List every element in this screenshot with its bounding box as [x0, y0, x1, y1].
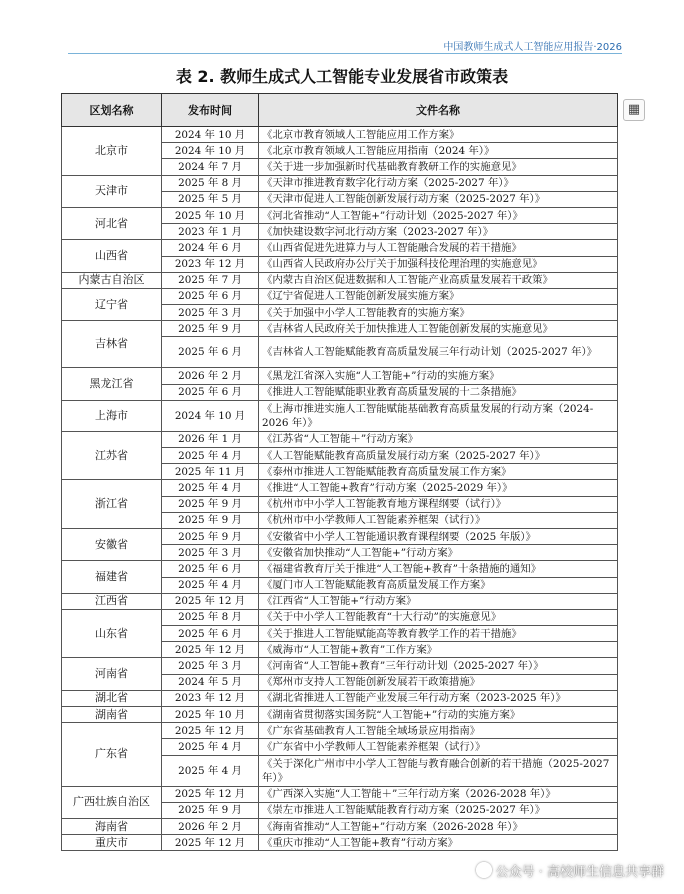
- table-row: [62, 707, 618, 723]
- region-cell: 北京市: [62, 127, 162, 176]
- table-body: [62, 127, 618, 851]
- date-cell: 2025 年 6 月: [162, 626, 259, 642]
- table-row: [62, 288, 618, 304]
- table-row: [62, 690, 618, 706]
- running-title: 中国教师生成式人工智能应用报告·2026: [443, 42, 622, 53]
- date-cell: 2025 年 12 月: [162, 642, 259, 658]
- region-cell: 内蒙古自治区: [62, 272, 162, 288]
- region-cell: 浙江省: [62, 480, 162, 529]
- region-cell: 湖北省: [62, 690, 162, 706]
- date-cell: 2025 年 12 月: [162, 786, 259, 802]
- document-cell: 《北京市教育领域人工智能应用工作方案》: [259, 127, 618, 143]
- table-row: [62, 431, 618, 447]
- table-row: [62, 400, 618, 431]
- date-cell: 2025 年 12 月: [162, 593, 259, 609]
- document-cell: 《上海市推进实施人工智能赋能基础教育高质量发展的行动方案（2024-2026 年）》: [259, 400, 618, 431]
- document-cell: 《安徽省加快推动“人工智能+”行动方案》: [259, 545, 618, 561]
- date-cell: 2024 年 10 月: [162, 143, 259, 159]
- document-cell: 《福建省教育厅关于推进“人工智能+教育”十条措施的通知》: [259, 561, 618, 577]
- date-cell: 2025 年 3 月: [162, 545, 259, 561]
- region-cell: 重庆市: [62, 835, 162, 851]
- region-cell: 天津市: [62, 175, 162, 207]
- table-row: [62, 609, 618, 625]
- document-cell: 《关于进一步加强新时代基础教育教研工作的实施意见》: [259, 159, 618, 175]
- date-cell: 2025 年 9 月: [162, 802, 259, 818]
- table-view-icon[interactable]: ▦: [623, 99, 645, 121]
- document-cell: 《关于中小学人工智能教育“十大行动”的实施意见》: [259, 609, 618, 625]
- column-header-region: 区划名称: [62, 94, 162, 127]
- header-divider: [68, 53, 622, 54]
- table-row: [62, 175, 618, 191]
- date-cell: 2025 年 6 月: [162, 561, 259, 577]
- document-cell: 《内蒙古自治区促进数据和人工智能产业高质量发展若干政策》: [259, 272, 618, 288]
- table-row: [62, 835, 618, 851]
- date-cell: 2025 年 8 月: [162, 175, 259, 191]
- date-cell: 2025 年 9 月: [162, 321, 259, 337]
- document-cell: 《威海市“人工智能+教育”工作方案》: [259, 642, 618, 658]
- date-cell: 2026 年 2 月: [162, 368, 259, 384]
- region-cell: 湖南省: [62, 707, 162, 723]
- document-cell: 《加快建设数字河北行动方案（2023-2027 年）》: [259, 224, 618, 240]
- table-row: [62, 480, 618, 496]
- document-cell: 《天津市推进教育数字化行动方案（2025-2027 年）》: [259, 175, 618, 191]
- column-header-date: 发布时间: [162, 94, 259, 127]
- watermark: [476, 861, 664, 880]
- document-cell: 《关于深化广州市中小学人工智能与教育融合创新的若干措施（2025-2027 年）》: [259, 755, 618, 786]
- document-cell: 《关于推进人工智能赋能高等教育教学工作的若干措施》: [259, 626, 618, 642]
- document-cell: 《辽宁省促进人工智能创新发展实施方案》: [259, 288, 618, 304]
- table-row: [62, 368, 618, 384]
- date-cell: 2025 年 4 月: [162, 739, 259, 755]
- wechat-account-icon: [476, 862, 492, 878]
- region-cell: 广东省: [62, 723, 162, 786]
- date-cell: 2025 年 5 月: [162, 191, 259, 207]
- table-row: [62, 321, 618, 337]
- column-header-document: 文件名称: [259, 94, 618, 127]
- region-cell: 江西省: [62, 593, 162, 609]
- region-cell: 上海市: [62, 400, 162, 431]
- table-row: [62, 818, 618, 834]
- document-cell: 《江西省“人工智能+”行动方案》: [259, 593, 618, 609]
- date-cell: 2025 年 10 月: [162, 207, 259, 223]
- document-cell: 《北京市教育领域人工智能应用指南（2024 年）》: [259, 143, 618, 159]
- date-cell: 2025 年 9 月: [162, 496, 259, 512]
- region-cell: 福建省: [62, 561, 162, 593]
- table-row: [62, 658, 618, 674]
- document-cell: 《人工智能赋能教育高质量发展行动方案（2025-2027 年）》: [259, 448, 618, 464]
- table-header-row: [62, 94, 618, 127]
- date-cell: 2025 年 8 月: [162, 609, 259, 625]
- region-cell: 山西省: [62, 240, 162, 272]
- table-row: [62, 207, 618, 223]
- table-row: [62, 561, 618, 577]
- date-cell: 2025 年 9 月: [162, 512, 259, 528]
- date-cell: 2025 年 6 月: [162, 384, 259, 400]
- document-cell: 《吉林省人工智能赋能教育高质量发展三年行动计划（2025-2027 年）》: [259, 337, 618, 368]
- document-cell: 《厦门市人工智能赋能教育高质量发展工作方案》: [259, 577, 618, 593]
- date-cell: 2025 年 3 月: [162, 658, 259, 674]
- document-cell: 《关于加强中小学人工智能教育的实施方案》: [259, 305, 618, 321]
- date-cell: 2024 年 7 月: [162, 159, 259, 175]
- policy-table: [61, 93, 618, 851]
- date-cell: 2025 年 7 月: [162, 272, 259, 288]
- date-cell: 2026 年 2 月: [162, 818, 259, 834]
- document-cell: 《崇左市推进人工智能赋能教育行动方案（2025-2027 年）》: [259, 802, 618, 818]
- document-cell: 《河北省推动“人工智能+”行动计划（2025-2027 年）》: [259, 207, 618, 223]
- region-cell: 辽宁省: [62, 288, 162, 320]
- region-cell: 广西壮族自治区: [62, 786, 162, 818]
- table-row: [62, 528, 618, 544]
- date-cell: 2025 年 9 月: [162, 528, 259, 544]
- date-cell: 2025 年 6 月: [162, 337, 259, 368]
- document-cell: 《天津市促进人工智能创新发展行动方案（2025-2027 年）》: [259, 191, 618, 207]
- document-cell: 《海南省推动“人工智能+”行动方案（2026-2028 年）》: [259, 818, 618, 834]
- table-row: [62, 127, 618, 143]
- region-cell: 吉林省: [62, 321, 162, 368]
- date-cell: 2023 年 12 月: [162, 256, 259, 272]
- document-cell: 《推进人工智能赋能职业教育高质量发展的十二条措施》: [259, 384, 618, 400]
- document-cell: 《杭州市中小学教师人工智能素养框架（试行）》: [259, 512, 618, 528]
- region-cell: 黑龙江省: [62, 368, 162, 400]
- date-cell: 2025 年 11 月: [162, 464, 259, 480]
- document-cell: 《吉林省人民政府关于加快推进人工智能创新发展的实施意见》: [259, 321, 618, 337]
- table-title: 表 2. 教师生成式人工智能专业发展省市政策表: [175, 67, 509, 86]
- document-cell: 《杭州市中小学人工智能教育地方课程纲要（试行）》: [259, 496, 618, 512]
- date-cell: 2023 年 1 月: [162, 224, 259, 240]
- document-cell: 《郑州市支持人工智能创新发展若干政策措施》: [259, 674, 618, 690]
- table-row: [62, 723, 618, 739]
- document-cell: 《广东省基础教育人工智能全域场景应用指南》: [259, 723, 618, 739]
- document-cell: 《湖北省推进人工智能产业发展三年行动方案（2023-2025 年）》: [259, 690, 618, 706]
- region-cell: 山东省: [62, 609, 162, 658]
- date-cell: 2024 年 10 月: [162, 400, 259, 431]
- document-cell: 《山西省促进先进算力与人工智能融合发展的若干措施》: [259, 240, 618, 256]
- document-cell: 《湖南省贯彻落实国务院“人工智能+”行动的实施方案》: [259, 707, 618, 723]
- date-cell: 2025 年 4 月: [162, 755, 259, 786]
- date-cell: 2025 年 4 月: [162, 480, 259, 496]
- table-row: [62, 240, 618, 256]
- table-row: [62, 786, 618, 802]
- document-cell: 《山西省人民政府办公厅关于加强科技伦理治理的实施意见》: [259, 256, 618, 272]
- region-cell: 安徽省: [62, 528, 162, 560]
- document-cell: 《推进“人工智能+教育”行动方案（2025-2029 年）》: [259, 480, 618, 496]
- region-cell: 江苏省: [62, 431, 162, 480]
- date-cell: 2024 年 6 月: [162, 240, 259, 256]
- date-cell: 2025 年 4 月: [162, 577, 259, 593]
- date-cell: 2024 年 5 月: [162, 674, 259, 690]
- date-cell: 2025 年 12 月: [162, 723, 259, 739]
- document-cell: 《广东省中小学教师人工智能素养框架（试行）》: [259, 739, 618, 755]
- date-cell: 2025 年 6 月: [162, 288, 259, 304]
- date-cell: 2025 年 12 月: [162, 835, 259, 851]
- date-cell: 2026 年 1 月: [162, 431, 259, 447]
- page-header: [0, 0, 684, 56]
- document-cell: 《安徽省中小学人工智能通识教育课程纲要（2025 年版）》: [259, 528, 618, 544]
- document-cell: 《黑龙江省深入实施“人工智能+”行动的实施方案》: [259, 368, 618, 384]
- document-cell: 《江苏省“人工智能＋”行动方案》: [259, 431, 618, 447]
- date-cell: 2023 年 12 月: [162, 690, 259, 706]
- table-row: [62, 593, 618, 609]
- region-cell: 河北省: [62, 207, 162, 239]
- date-cell: 2025 年 3 月: [162, 305, 259, 321]
- document-cell: 《河南省“人工智能+教育”三年行动计划（2025-2027 年）》: [259, 658, 618, 674]
- region-cell: 河南省: [62, 658, 162, 690]
- date-cell: 2025 年 10 月: [162, 707, 259, 723]
- date-cell: 2025 年 4 月: [162, 448, 259, 464]
- table-row: [62, 272, 618, 288]
- document-cell: 《重庆市推动“人工智能+教育”行动方案》: [259, 835, 618, 851]
- date-cell: 2024 年 10 月: [162, 127, 259, 143]
- document-cell: 《广西深入实施“人工智能＋”三年行动方案（2026-2028 年）》: [259, 786, 618, 802]
- document-cell: 《泰州市推进人工智能赋能教育高质量发展工作方案》: [259, 464, 618, 480]
- region-cell: 海南省: [62, 818, 162, 834]
- watermark-text: 公众号 · 高校师生信息共享群: [495, 865, 664, 880]
